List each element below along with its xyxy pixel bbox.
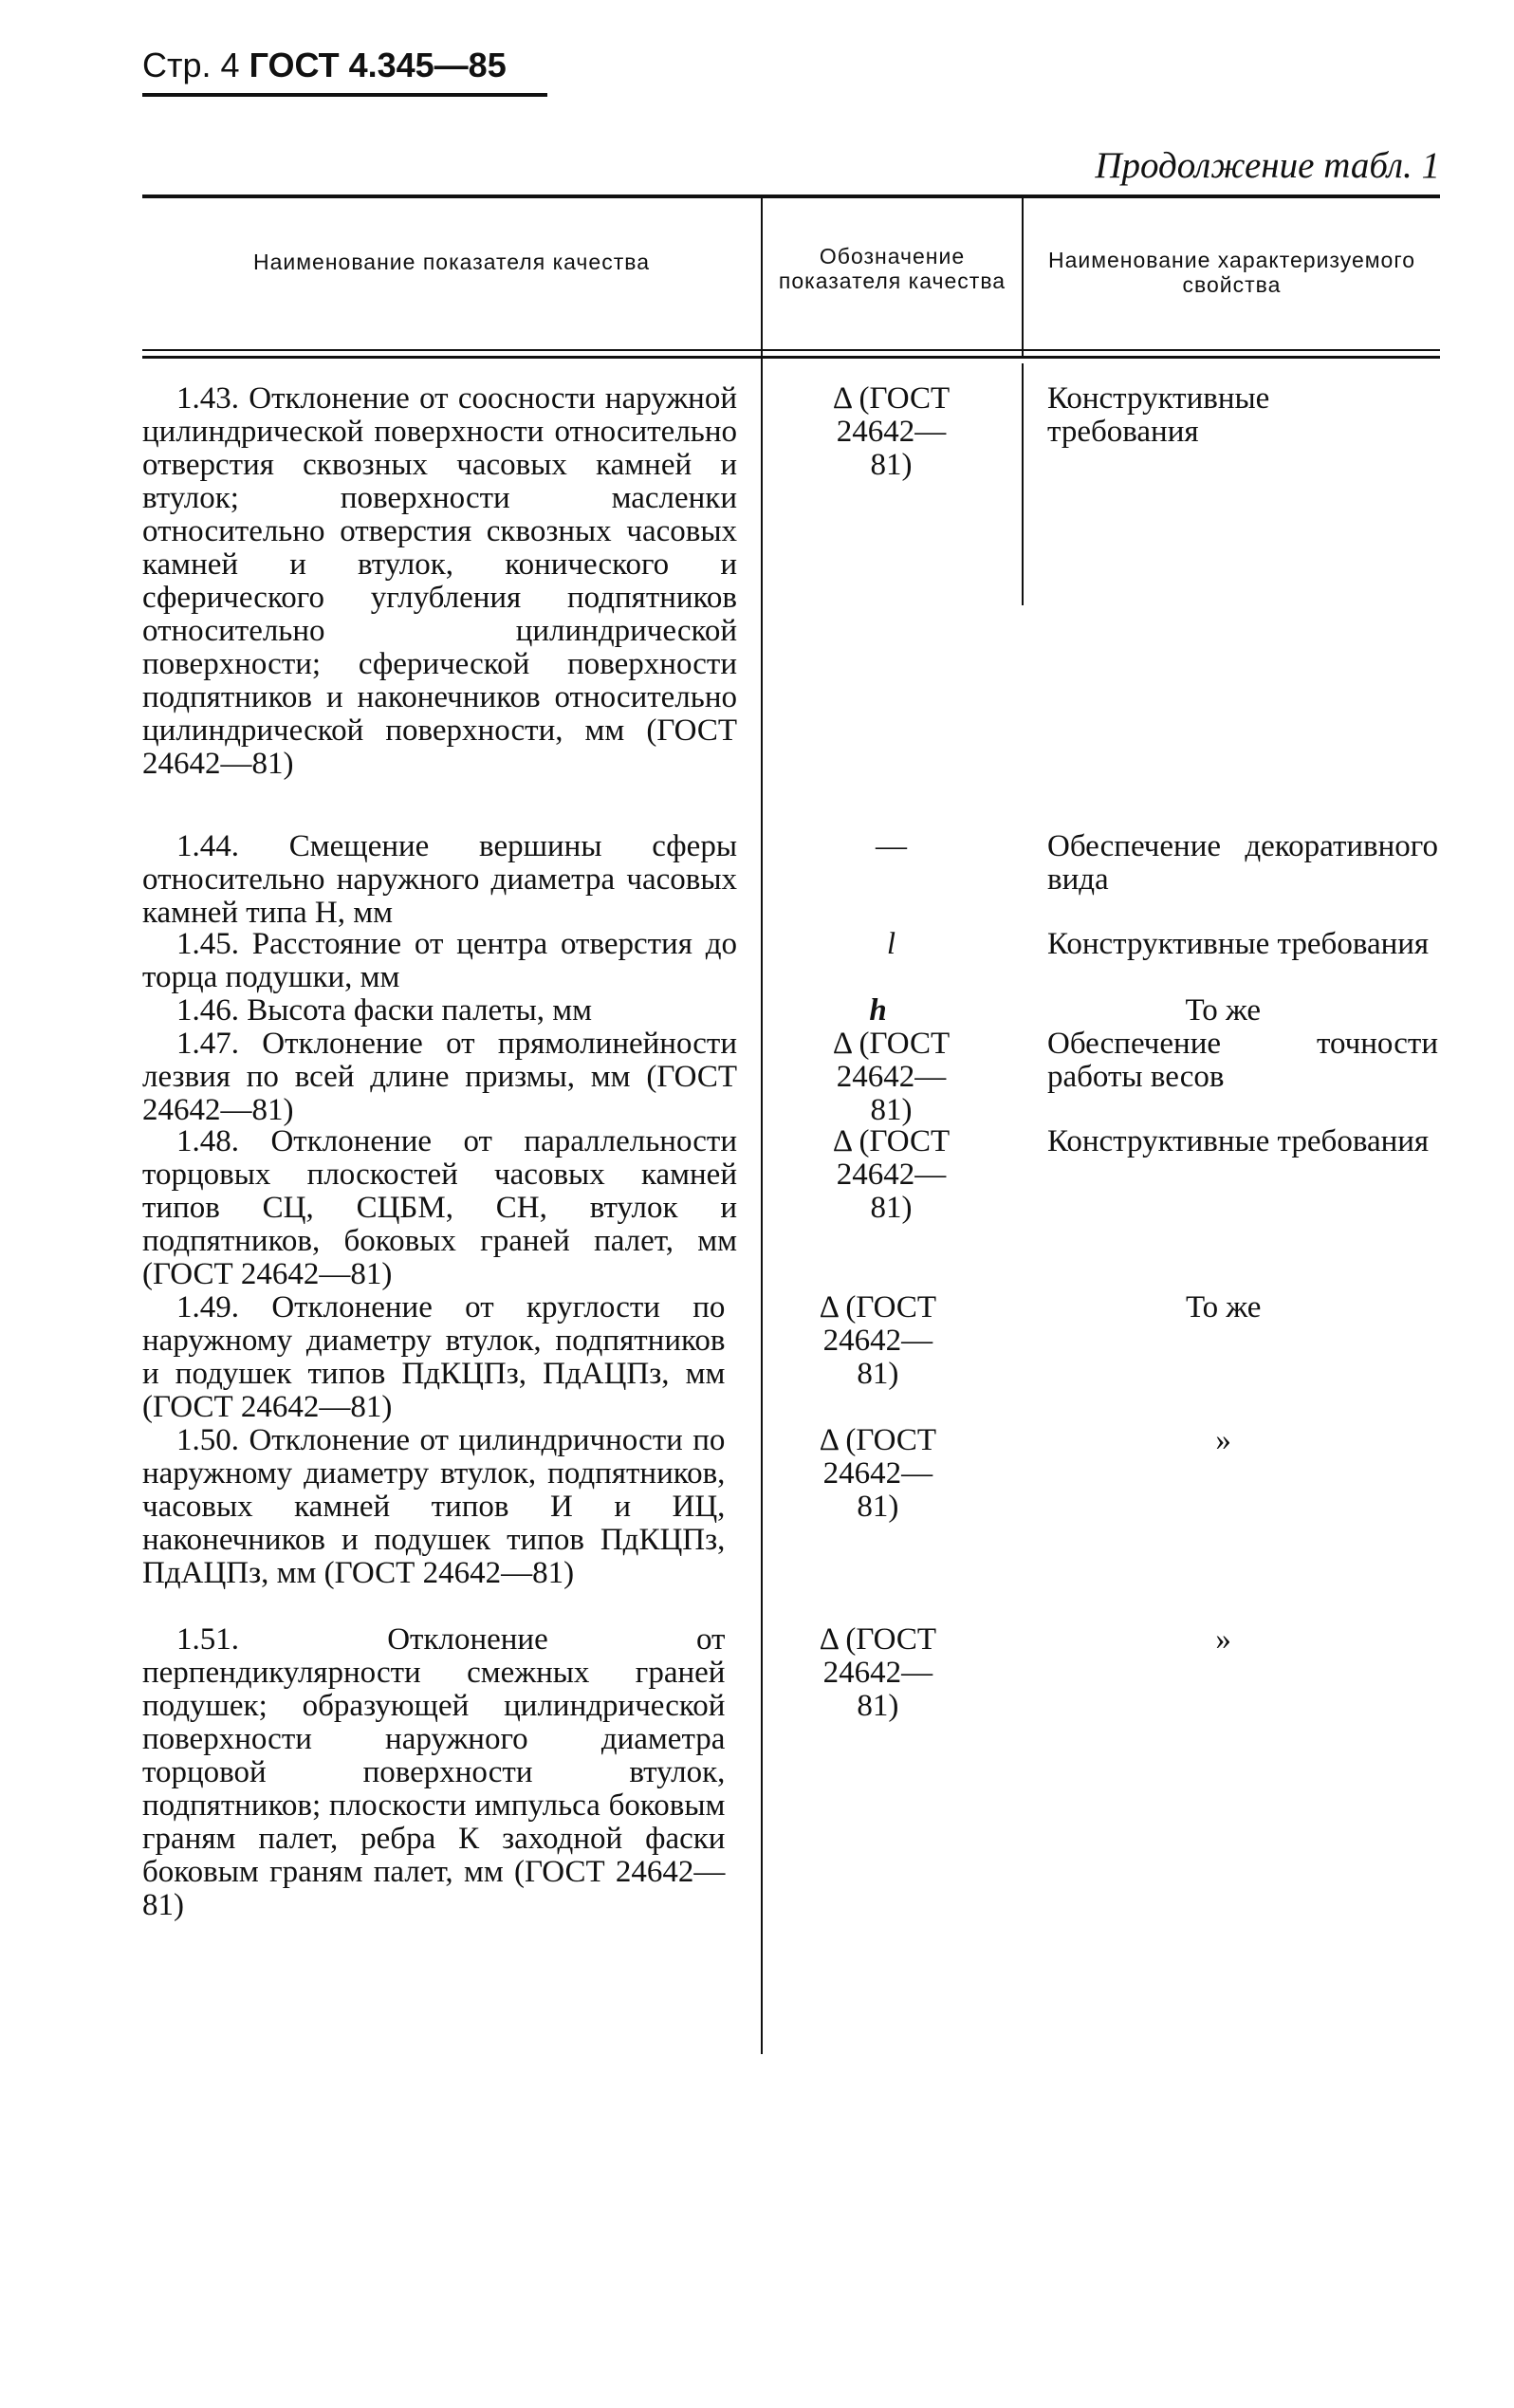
column-header-symbol: Обозначение показателя качества bbox=[778, 244, 1006, 293]
symbol-cell: Δ (ГОСТ 24642—81) bbox=[819, 1622, 937, 1723]
quality-indicators-table bbox=[142, 194, 1440, 2054]
table-row bbox=[142, 994, 1440, 1028]
indicator-cell: 1.50. Отклонение от цилиндричности по наружному диаметру втулок, подпятников, часовых камней типов И и ИЦ, наконечников и подушек типов ПдКЦПз, ПдАЦПз, мм (ГОСТ 24642—81) bbox=[142, 1423, 726, 1590]
property-cell: Обеспечение декоративного вида bbox=[1047, 829, 1438, 897]
page-number: Стр. 4 bbox=[142, 46, 240, 84]
header-bottom-rule bbox=[142, 356, 1440, 359]
indicator-cell: 1.47. Отклонение от прямолинейности лезвия по всей длине призмы, мм (ГОСТ 24642—81) bbox=[142, 1027, 737, 1127]
indicator-cell: 1.51. Отклонение от перпендикулярности смежных граней подушек; образующей цилиндрической поверхности наружного диаметра торцовой поверхности втулок, подпятников; плоскости импульса боковым граням палет, ребра К заходной фаски боковым граням палет, мм (ГОСТ 24642—81) bbox=[142, 1622, 726, 1922]
indicator-cell: 1.43. Отклонение от соосности наружной цилиндрической поверхности относительно отверстия сквозных часовых камней и втулок; поверхности масленки относительно отверстия сквозных часовых камней и втулок, конического и сферического углубления подпятников относительно цилиндрической поверхности; сферической поверхности подпятников и наконечников относительно цилиндрической поверхности, мм (ГОСТ 24642—81) bbox=[142, 381, 737, 781]
table-top-rule bbox=[142, 194, 1440, 198]
property-cell: » bbox=[1215, 1622, 1231, 1657]
table-continuation-label: Продолжение табл. 1 bbox=[1095, 145, 1440, 186]
table-row bbox=[142, 830, 1440, 928]
symbol-cell: Δ (ГОСТ 24642—81) bbox=[832, 1124, 951, 1225]
symbol-cell: Δ (ГОСТ 24642—81) bbox=[832, 381, 951, 482]
property-cell: » bbox=[1215, 1423, 1231, 1457]
indicator-cell: 1.45. Расстояние от центра отверстия до торца подушки, мм bbox=[142, 927, 737, 994]
property-cell: Конструктивные требования bbox=[1047, 381, 1270, 449]
property-cell: То же bbox=[1185, 993, 1261, 1028]
table-row bbox=[142, 1125, 1440, 1291]
header-rule bbox=[142, 93, 547, 97]
table-row bbox=[142, 382, 1440, 830]
header-bottom-rule bbox=[142, 349, 1440, 351]
indicator-cell: 1.48. Отклонение от параллельности торцовых плоскостей часовых камней типов СЦ, СЦБМ, СН, втулок и подпятников, боковых граней палет, мм (ГОСТ 24642—81) bbox=[142, 1124, 737, 1291]
table-row bbox=[142, 1028, 1440, 1125]
table-row bbox=[142, 1622, 1440, 1922]
table-row bbox=[142, 1291, 1440, 1424]
indicator-cell: 1.49. Отклонение от круглости по наружному диаметру втулок, подпятников и подушек типов ПдКЦПз, ПдАЦПз, мм (ГОСТ 24642—81) bbox=[142, 1290, 726, 1424]
symbol-cell: — bbox=[876, 829, 907, 863]
property-cell: То же bbox=[1185, 1290, 1262, 1324]
indicator-cell: 1.44. Смещение вершины сферы относительно наружного диаметра часовых камней типа Н, мм bbox=[142, 829, 737, 930]
indicator-cell: 1.46. Высота фаски палеты, мм bbox=[176, 993, 593, 1028]
column-header-indicator: Наименование показателя качества bbox=[253, 250, 650, 274]
page-header bbox=[142, 46, 507, 85]
table-row bbox=[142, 1424, 1440, 1623]
symbol-cell: Δ (ГОСТ 24642—81) bbox=[832, 1027, 951, 1127]
column-header-property: Наименование характеризуемого свойства bbox=[1047, 248, 1416, 297]
standard-number: ГОСТ 4.345—85 bbox=[249, 46, 507, 84]
symbol-cell: Δ (ГОСТ 24642—81) bbox=[819, 1290, 937, 1391]
symbol-cell: Δ (ГОСТ 24642—81) bbox=[819, 1423, 937, 1524]
symbol-cell: l bbox=[886, 927, 896, 961]
symbol-cell: h bbox=[869, 993, 887, 1028]
table-row bbox=[142, 928, 1440, 994]
property-cell: Обеспечение точности работы весов bbox=[1047, 1027, 1438, 1094]
property-cell: Конструктивные требования bbox=[1047, 927, 1430, 961]
table-body bbox=[142, 381, 1440, 1922]
property-cell: Конструктивные требования bbox=[1047, 1124, 1430, 1158]
